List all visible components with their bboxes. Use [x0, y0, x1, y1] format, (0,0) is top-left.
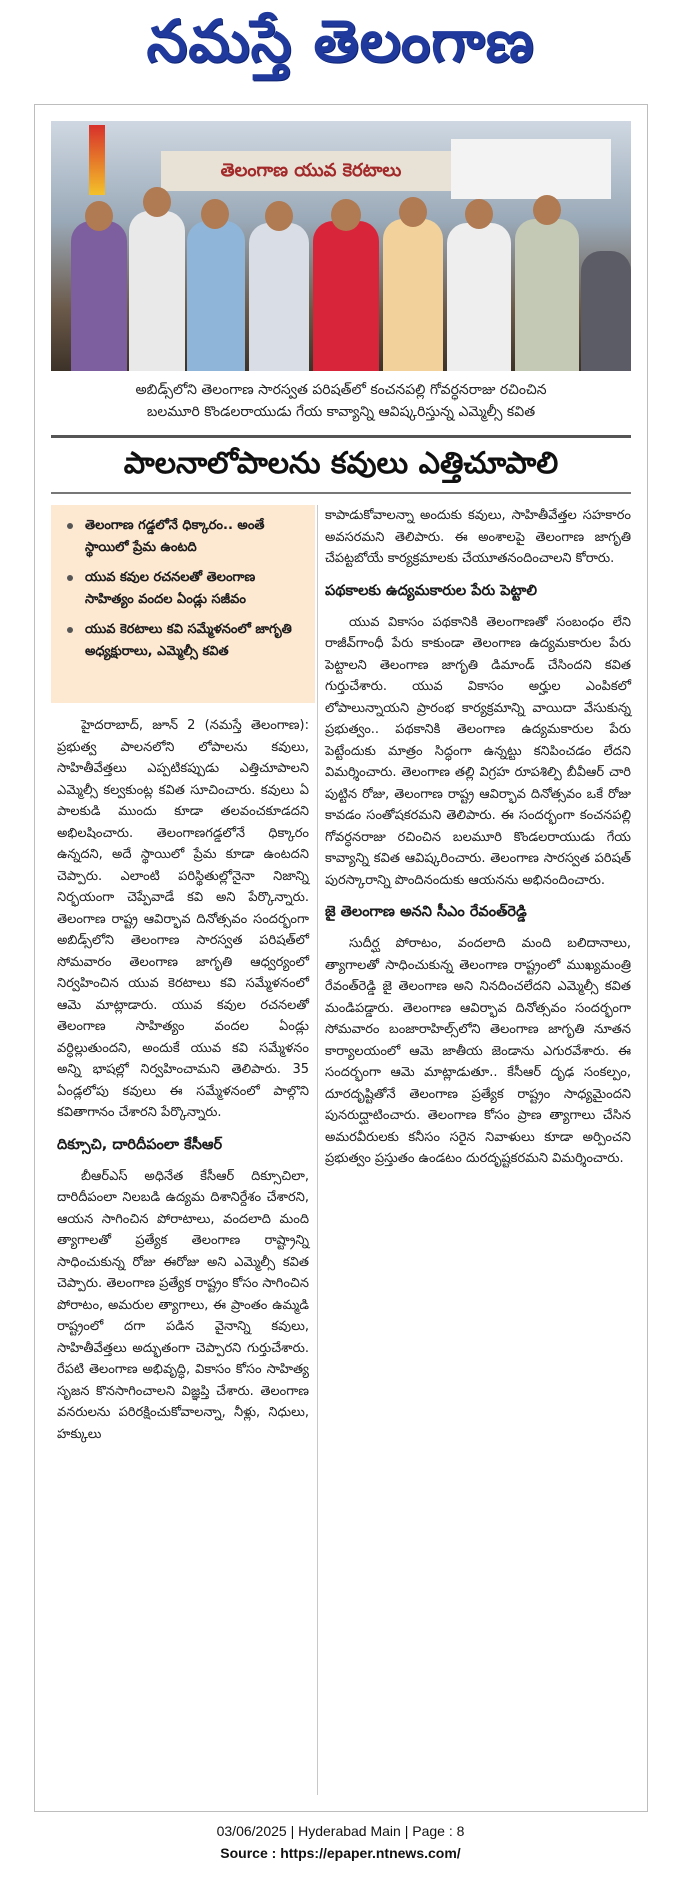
stage-banner-text: తెలంగాణ యువ కెరటాలు: [220, 160, 402, 181]
person-1-head: [85, 201, 113, 231]
stage-banner: [161, 151, 461, 191]
headline: పాలనాలోపాలను కవులు ఎత్తిచూపాలి: [123, 446, 559, 481]
person-1: [71, 221, 127, 371]
subheading: పథకాలకు ఉద్యమకారుల పేరు పెట్టాలి: [325, 582, 537, 599]
article-paragraph: హైదరాబాద్, జూన్ 2 (నమస్తే తెలంగాణ): ప్రభుత్వ పాలనలోని లోపాలను కవులు, సాహితీవేత్తలు ఎప్పటికప్పుడు ఎత్తిచూపాలని ఎమ్మెల్సీ కల్వకుంట్ల కవిత సూచించారు. కవులు ఏ పాలకుడి ముందు కూడా తలవంచకూడదని అభిలషించారు. తెలంగాణగడ్డలోనే ధిక్కారం ఉన్నదని, అదే స్థాయిలో ప్రేమ కూడా ఉంటదని చెప్పారు. ఎలాంటి పరిస్థితుల్లోనైనా నిజాన్ని నిర్భయంగా చెప్పేవాడే కవి అని పేర్కొన్నారు. తెలంగాణ రాష్ట్ర ఆవిర్భావ దినోత్సవం సందర్భంగా అబిడ్స్‌లోని తెలంగాణ సారస్వత పరిషత్‌లో సోమవారం తెలంగాణ జాగృతి ఆధ్వర్యంలో నిర్వహించిన యువ కెరటాలు కవి సమ్మేళనంలో ఆమె మాట్లాడారు. యువ కవుల రచనలతో తెలంగాణ సాహిత్యం వందల ఏండ్లు వర్ధిల్లుతుందని, అందుకే యువ కవి సమ్మేళనం అన్ని భాషల్లో నిర్వహించామని తెలిపారు. 35 ఏండ్లలోపు కవులు ఈ సమ్మేళనంలో పాల్గొని కవితాగానం చేశారని పేర్కొన్నారు.: [57, 718, 309, 1120]
person-4: [249, 223, 309, 371]
highlight-item: యువ కెరటాలు కవి సమ్మేళనంలో జాగృతి అధ్యక్షురాలు, ఎమ్మెల్సీ కవిత: [73, 619, 307, 663]
caption-line-1: అబిడ్స్‌లోని తెలంగాణ సారస్వత పరిషత్‌లో కంచనపల్లి గోవర్ధనరాజు రచించిన: [135, 382, 547, 398]
article-column-left: [57, 715, 309, 1451]
person-5: [313, 221, 379, 371]
highlight-item: యువ కవుల రచనలతో తెలంగాణ సాహిత్యం వందల ఏండ్లు సజీవం: [73, 567, 307, 611]
event-photo: [51, 121, 631, 371]
subheading: దిక్సూచి, దారిదీపంలా కేసీఆర్: [57, 1136, 223, 1153]
person-3-head: [201, 199, 229, 229]
photo-caption: [51, 379, 631, 423]
person-2-head: [143, 187, 171, 217]
person-3: [187, 221, 245, 371]
subheading: జై తెలంగాణ అనని సీఎం రేవంత్‌రెడ్డి: [325, 904, 527, 920]
highlights-box: [51, 505, 315, 703]
person-4-head: [265, 201, 293, 231]
article-paragraph: సుదీర్ఘ పోరాటం, వందలాది మంది బలిదానాలు, త్యాగాలతో సాధించుకున్న తెలంగాణ రాష్ట్రంలో ముఖ్యమంత్రి రేవంత్‌రెడ్డి జై తెలంగాణ అని నినదించలేదని ఎమ్మెల్సీ కవిత మండిపడ్డారు. తెలంగాణ ఆవిర్భావ దినోత్సవం సందర్భంగా సోమవారం బంజారాహిల్స్‌లోని తెలంగాణ జాగృతి నూతన కార్యాలయంలో ఆమె జాతీయ జెండాను ఎగురవేశారు. ఈ సందర్భంగా ఆమె మాట్లాడుతూ.. కేసీఆర్ దృఢ సంకల్పం, దూరదృష్టితోనే తెలంగాణ ప్రత్యేక రాష్ట్రం సాధ్యమైందని పునరుద్ఘాటించారు. తెలంగాణ కోసం ప్రాణ త్యాగాలు చేసిన అమరవీరులకు కనీసం సరైన నివాళులు కూడా అర్పించని ప్రభుత్వం ప్రస్తుతం ఉండటం దురదృష్టకరమని విమర్శించారు.: [325, 936, 631, 1166]
portrait-banner: [451, 139, 611, 199]
article-paragraph: యువ వికాసం పథకానికి తెలంగాణతో సంబంధం లేని రాజీవ్‌గాంధీ పేరు కాకుండా తెలంగాణ ఉద్యమకారుల పేరు పెట్టాలని తెలంగాణ జాగృతి డిమాండ్ చేసిందని కవిత గుర్తుచేశారు. యువ వికాసం అర్హుల ఎంపికలో లోపాలున్నాయని ప్రారంభ కార్యక్రమాన్ని వాయిదా వేసుకున్న ప్రభుత్వం.. పథకానికి తెలంగాణ ఉద్యమకారుల పేరు పెట్టేందుకు మాత్రం సిద్ధంగా ఉన్నట్టు కనిపించడం లేదని విమర్శించారు. తెలంగాణ తల్లి విగ్రహ రూపశిల్పి బీవీఆర్ చారి పుట్టిన రోజు, తెలంగాణ రాష్ట్ర ఆవిర్భావ దినోత్సవం ఒకే రోజు కావడం సంతోషకరమని తెలిపారు. ఈ సందర్భంగా కంచనపల్లి గోవర్ధనరాజు రచించిన బలమూరి కొండలరాయుడు గేయ కావ్యాన్ని కవిత ఆవిష్కరించారు. తెలంగాణ సారస్వత పరిషత్ పురస్కారాన్ని పొందినందుకు ఆయనను అభినందించారు.: [325, 614, 631, 888]
person-7-head: [465, 199, 493, 229]
person-8: [515, 219, 579, 371]
person-7: [447, 223, 511, 371]
newspaper-title: నమస్తే తెలంగాణ: [146, 7, 535, 75]
headline-container: [51, 435, 631, 494]
source-link[interactable]: Source : https://epaper.ntnews.com/: [220, 1845, 461, 1861]
caption-line-2: బలమూరి కొండలరాయుడు గేయ కావ్యాన్ని ఆవిష్కరిస్తున్న ఎమ్మెల్సీ కవిత: [146, 404, 536, 420]
person-6-head: [399, 197, 427, 227]
person-8-head: [533, 195, 561, 225]
flag-decoration: [89, 125, 105, 195]
edition-info: 03/06/2025 | Hyderabad Main | Page : 8: [216, 1823, 465, 1839]
article-column-right: [325, 505, 631, 1176]
person-6: [383, 219, 443, 371]
article-frame: [34, 104, 648, 1812]
person-5-head: [331, 199, 361, 231]
person-2: [129, 211, 185, 371]
page-footer: [0, 1820, 681, 1864]
highlight-item: తెలంగాణ గడ్డలోనే ధిక్కారం.. అంతే స్థాయిలో ప్రేమ ఉంటది: [73, 515, 307, 559]
masthead: [0, 0, 681, 82]
column-divider: [317, 505, 318, 1795]
person-9: [581, 251, 631, 371]
article-paragraph: కాపాడుకోవాలన్నా అందుకు కవులు, సాహితీవేత్తల సహకారం అవసరమని తెలిపారు. ఈ అంశాలపై తెలంగాణ జాగృతి చేపట్టబోయే కార్యక్రమాలకు చేయూతనందించాలని కోరారు.: [325, 508, 631, 566]
article-paragraph: బీఆర్‌ఎస్ అధినేత కేసీఆర్ దిక్సూచిలా, దారిదీపంలా నిలబడి ఉద్యమ దిశానిర్దేశం చేశారని, ఆయన సాగించిన పోరాటాలు, వందలాది మంది త్యాగాలతో ప్రత్యేక తెలంగాణ రాష్ట్రాన్ని సాధించుకున్న రోజు ఈరోజు అని ఎమ్మెల్సీ కవిత చెప్పారు. తెలంగాణ ప్రత్యేక రాష్ట్రం కోసం సాగించిన పోరాటం, అమరుల త్యాగాలు, ఈ ప్రాంతం ఉమ్మడి రాష్ట్రంలో దగా పడిన వైనాన్ని కవులు, సాహితీవేత్తలు అద్భుతంగా చెప్పారని గుర్తుచేశారు. రేపటి తెలంగాణ అభివృద్ధి, వికాసం కోసం సాహిత్య సృజన కొనసాగించాలని విజ్ఞప్తి చేశారు. తెలంగాణ వనరులను పరిరక్షించుకోవాలన్నా, నీళ్లు, నిధులు, హక్కులు: [57, 1168, 309, 1442]
